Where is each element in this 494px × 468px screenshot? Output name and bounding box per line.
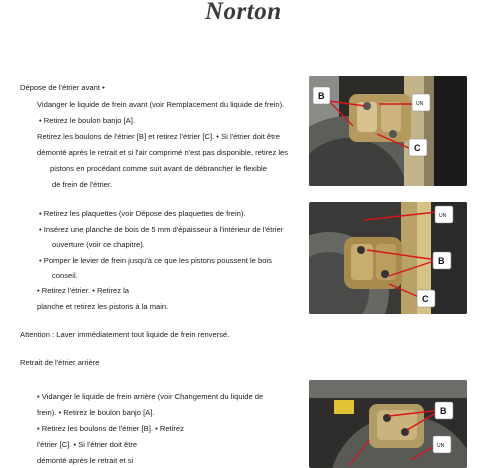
front-line: • Retirez les plaquettes (voir Dépose des plaquettes de frein). [39,209,246,218]
photo3-label-un: UN [437,443,445,449]
rear-line: • Vidanger le liquide de frein arrière (voir Changement du liquide de [37,392,264,401]
front-line: • Pomper le levier de frein jusqu'à ce que les pistons poussent le bois [39,256,272,265]
front-line: démonté après le retrait et si l'air comprimé n'est pas disponible, retirez les [37,148,289,157]
front-line: Vidanger le liquide de frein avant (voir Remplacement du liquide de frein). [37,100,285,109]
front-line: • Insérez une planche de bois de 5 mm d'épaisseur à l'intérieur de l'étrier [39,225,284,234]
photo2-label-b: B [438,256,445,266]
front-line: Retirez les boulons de l'étrier [B] et retirez l'étrier [C]. • Si l'étrier doit être [37,132,280,141]
rear-line: l'étrier [C]. • Si l'étrier doit être [37,440,138,449]
rear-section-title: Retrait de l'étrier arrière [20,358,100,367]
front-line: ouverture (voir ce chapitre). [52,240,145,249]
photo2-label-un: UN [439,213,447,219]
front-section-title: Dépose de l'étrier avant • [20,83,105,92]
front-caliper-photo [309,76,467,186]
rear-line: démonté après le retrait et si [37,456,134,465]
photo1-label-c: C [414,143,421,153]
front-line: conseil. [52,271,78,280]
norton-logo: Norton [205,0,282,25]
photo2-label-c: C [422,294,429,304]
photo1-label-un: UN [416,101,424,107]
photo3-label-b: B [440,406,447,416]
rear-line: • Retirez les boulons de l'étrier [B]. • Retirez [37,424,184,433]
caliper-detail-photo [309,202,467,314]
front-line: • Retirez le boulon banjo [A]. [39,116,135,125]
front-line: pistons en procédant comme suit avant de débrancher le flexible [50,164,267,173]
front-line: planche et retirez les pistons à la main. [37,302,169,311]
attention-note: Attention : Laver immédiatement tout liquide de frein renversé. [20,330,230,339]
rear-caliper-photo [309,380,467,468]
front-line: de frein de l'étrier. [52,180,113,189]
front-line: • Retirez l'étrier. • Retirez la [37,286,130,295]
rear-line: frein). • Retirez le boulon banjo [A]. [37,408,155,417]
photo1-label-b: B [318,91,325,101]
